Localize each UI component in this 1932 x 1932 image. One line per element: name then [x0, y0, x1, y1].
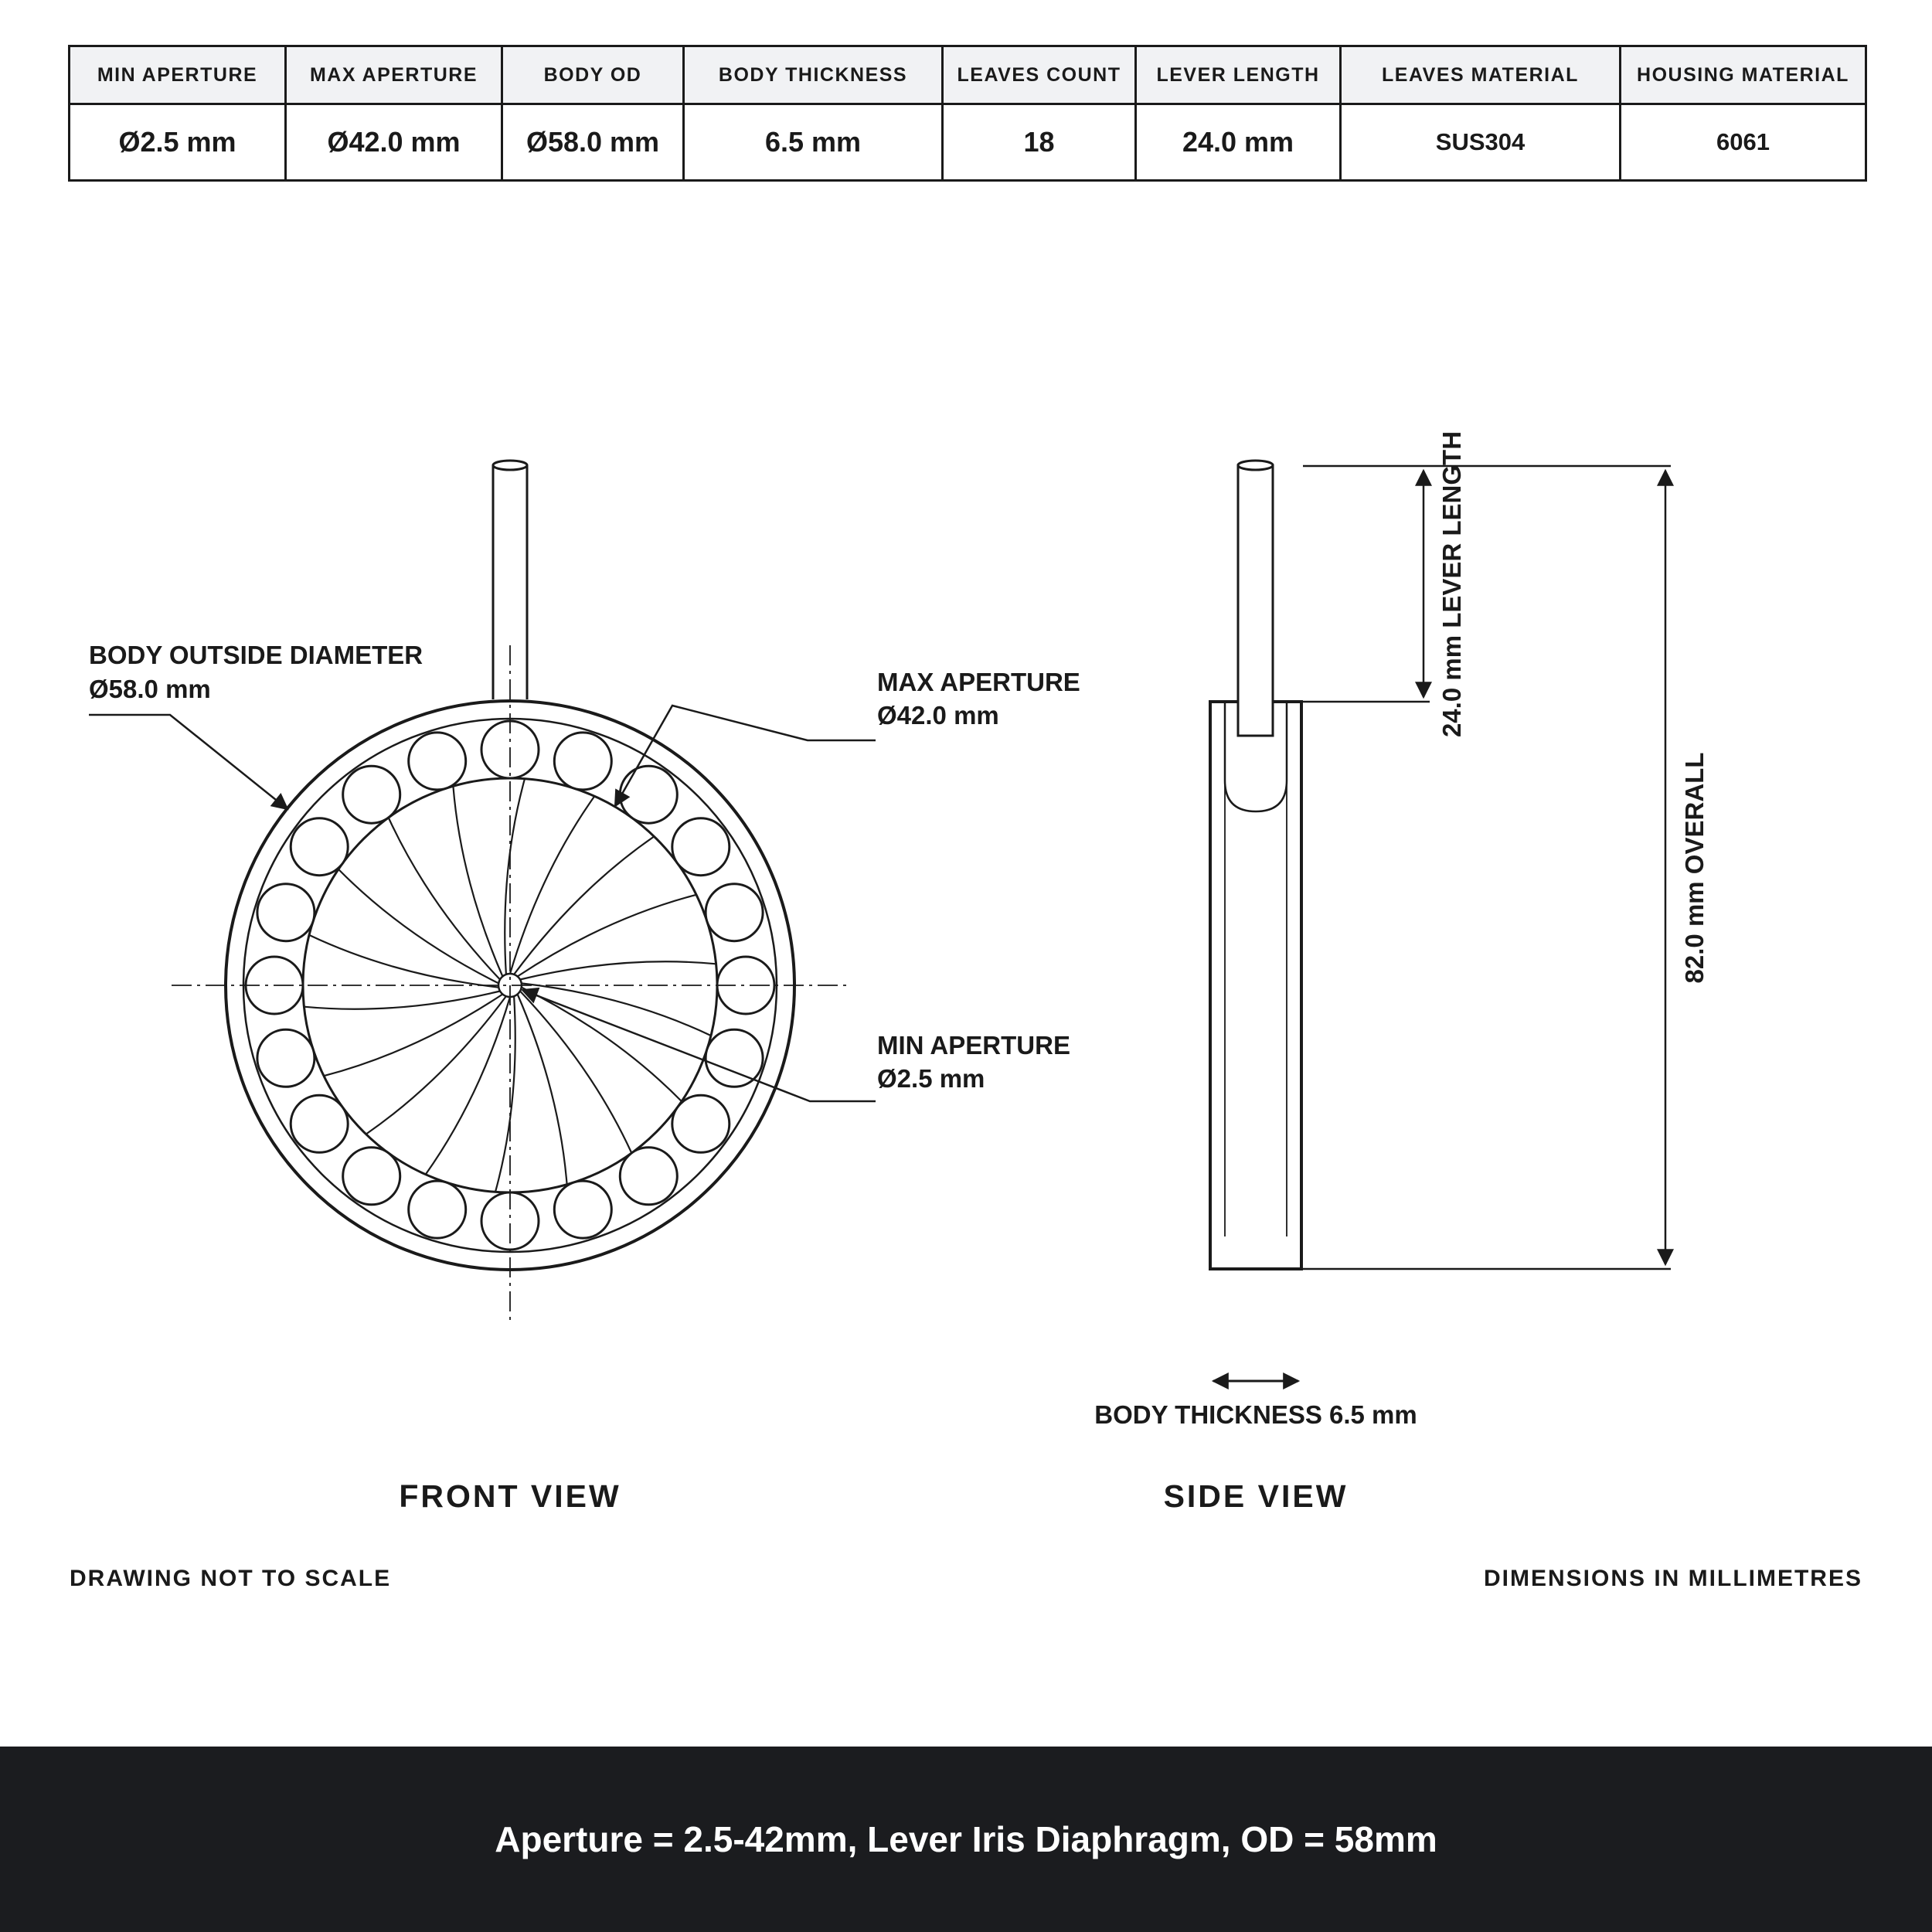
body-od-value: Ø58.0 mm [89, 675, 211, 703]
ball [672, 1095, 730, 1152]
ball [706, 1029, 763, 1087]
units-note: DIMENSIONS IN MILLIMETRES [1483, 1566, 1862, 1591]
scale-note: DRAWING NOT TO SCALE [70, 1566, 392, 1591]
spec-header-body-thickness: BODY THICKNESS [684, 46, 943, 104]
spec-value-housing-material: 6061 [1621, 104, 1866, 181]
front-view [89, 461, 876, 1325]
max-aperture-label: MAX APERTURE [877, 668, 1080, 696]
ball [343, 766, 400, 823]
caption-bar [0, 1747, 1932, 1932]
spec-header-lever-length: LEVER LENGTH [1136, 46, 1341, 104]
side-view-title: SIDE VIEW [1163, 1478, 1349, 1514]
caption-text: Aperture = 2.5-42mm, Lever Iris Diaphragm, OD = 58mm [495, 1819, 1437, 1859]
spec-header-leaves-count: LEAVES COUNT [943, 46, 1136, 104]
ball [257, 1029, 315, 1087]
spec-value-max-aperture: Ø42.0 mm [286, 104, 502, 181]
side-body [1210, 702, 1301, 1269]
spec-value-body-thickness: 6.5 mm [684, 104, 943, 181]
max-aperture-value: Ø42.0 mm [877, 701, 999, 730]
ball [620, 766, 677, 823]
body-od-leader [89, 715, 287, 809]
min-aperture-value: Ø2.5 mm [877, 1064, 985, 1093]
ball [672, 818, 730, 876]
ball [554, 733, 611, 790]
body-od-label: BODY OUTSIDE DIAMETER [89, 641, 423, 669]
ball [343, 1148, 400, 1205]
spec-value-body-od: Ø58.0 mm [502, 104, 684, 181]
spec-header-max-aperture: MAX APERTURE [286, 46, 502, 104]
spec-value-leaves-material: SUS304 [1341, 104, 1621, 181]
min-aperture-label: MIN APERTURE [877, 1031, 1070, 1060]
side-lever-pin [1238, 461, 1273, 736]
ball [257, 884, 315, 941]
side-extension-lines [1303, 466, 1671, 1269]
spec-value-min-aperture: Ø2.5 mm [70, 104, 286, 181]
front-view-title: FRONT VIEW [399, 1478, 621, 1514]
overall-label: 82.0 mm OVERALL [1680, 752, 1709, 984]
spec-header-leaves-material: LEAVES MATERIAL [1341, 46, 1621, 104]
ball [409, 733, 466, 790]
ball [409, 1181, 466, 1238]
thickness-label: BODY THICKNESS 6.5 mm [1094, 1400, 1417, 1429]
spec-value-leaves-count: 18 [943, 104, 1136, 181]
ball [620, 1148, 677, 1205]
ball [554, 1181, 611, 1238]
ball [291, 818, 348, 876]
spec-value-lever-length: 24.0 mm [1136, 104, 1341, 181]
spec-header-housing-material: HOUSING MATERIAL [1621, 46, 1866, 104]
spec-header-body-od: BODY OD [502, 46, 684, 104]
lever-length-label: 24.0 mm LEVER LENGTH [1437, 430, 1466, 738]
ball [706, 884, 763, 941]
spec-header-min-aperture: MIN APERTURE [70, 46, 286, 104]
side-callouts [1094, 431, 1709, 1514]
ball [291, 1095, 348, 1152]
